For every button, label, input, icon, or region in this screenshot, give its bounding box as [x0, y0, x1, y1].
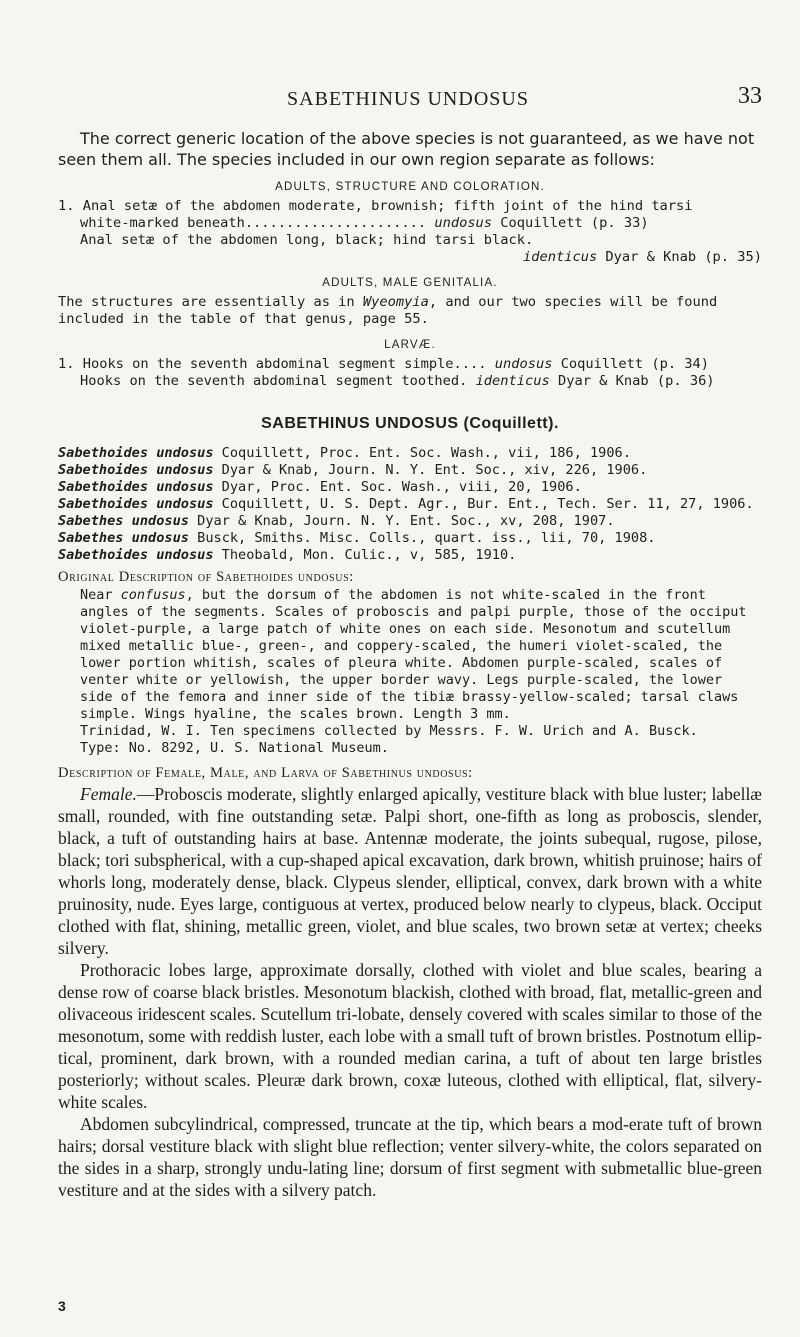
genus-wyeomyia: Wyeomyia — [362, 294, 429, 310]
synonym-name: Sabethoides undosus — [58, 496, 214, 512]
document-page — [58, 83, 762, 1201]
original-paragraph-2: Trinidad, W. I. Ten specimens collected by Messrs. F. W. Urich and A. Busck. — [80, 723, 698, 739]
key-dots: ...................... — [244, 215, 427, 231]
description-paragraph-2: Prothoracic lobes large, approximate dorsally, clothed with violet and blue scales, bearing a dense row of coarse black bristles. Mesonotum blackish, clothed with broad, flat, metallic-green and olivaceous iridescent scales. Scutellum tri-lobate, densely covered with scales similar to those of the mesonotum, some with reddish luster, each lobe with a small tuft of brown bristles. Postnotum ellip-tical, prominent, dark brown, with a rounded median carina, a tuft of about ten large bristles posteriorly; without scales. Pleuræ dark brown, coxæ luteous, clothed with elliptical, flat, silvery-white scales. — [58, 960, 762, 1112]
synonym-reference: Theobald, Mon. Culic., v, 585, 1910. — [213, 547, 517, 563]
synonymy-entry — [58, 462, 762, 479]
synonym-reference: Dyar, Proc. Ent. Soc. Wash., viii, 20, 1906. — [213, 479, 582, 495]
description-body — [58, 783, 762, 1201]
synonym-name: Sabethoides undosus — [58, 547, 214, 563]
synonym-reference: Dyar & Knab, Journ. N. Y. Ent. Soc., xiv, 226, 1906. — [213, 462, 648, 478]
page-number: 33 — [738, 83, 762, 109]
key-row-2b — [58, 249, 762, 266]
original-description-heading: Original Description of Sabethoides undosus: — [58, 569, 354, 585]
larva-row-2-text: Hooks on the seventh abdominal segment toothed. — [80, 373, 468, 389]
key-row-1a: 1. Anal setæ of the abdomen moderate, brownish; fifth joint of the hind tarsi — [58, 198, 693, 214]
larva-author: Dyar & Knab (p. 36) — [549, 373, 715, 389]
synonym-name: Sabethoides undosus — [58, 462, 214, 478]
key-species-undosus: undosus — [434, 215, 493, 231]
intro-paragraph — [58, 128, 762, 170]
original-text: , but the dorsum of the abdomen is not white-scaled in the front angles of the segments. Scales of proboscis and palpi purple, those of the occiput violet-purple, a large patch of white ones on each side. Mesonotum and scutellum mixed metallic blue-, green-, and coppery-scaled, the humeri violet-scaled, the lower portion whitish, scales of pleura white. Abdomen purple-scaled, scales of venter white or yellowish, the upper border wavy. Legs purple-scaled, the lower side of the femora and inner side of the tibiæ brassy-yellow-scaled; tarsal claws simple. Wings hyaline, the scales brown. Length 3 mm. — [80, 587, 747, 722]
signature-mark: 3 — [58, 1298, 66, 1314]
intro-text: The correct generic location of the above species is not guaranteed, as we have not seen them all. The species included in our own region separate as follows: — [58, 129, 755, 169]
description-paragraph-3: Abdomen subcylindrical, compressed, truncate at the tip, which bears a mod-erate tuft of brown hairs; dorsal vestiture black with slight blue reflection; venter silvery-white, the colors separated on the sides in a sharp, strongly undu-lating line; dorsum of first segment with submetallic blue-green vestiture and at the sides with a silvery patch. — [58, 1114, 762, 1200]
running-head: SABETHINUS UNDOSUS — [287, 88, 529, 110]
synonym-name: Sabethoides undosus — [58, 445, 214, 461]
key-author: Dyar & Knab (p. 35) — [597, 249, 762, 265]
synonymy-entry — [58, 530, 762, 547]
synonym-name: Sabethoides undosus — [58, 479, 214, 495]
synonym-name: Sabethes undosus — [58, 530, 189, 546]
synonymy-entry — [58, 496, 762, 513]
key-row-1b-text: white-marked beneath — [80, 215, 245, 231]
species-title: SABETHINUS UNDOSUS (Coquillett). — [261, 415, 559, 432]
key-adults-heading: ADULTS, STRUCTURE AND COLORATION. — [275, 181, 545, 193]
description-heading: Description of Female, Male, and Larva of Sabethinus undosus: — [58, 765, 473, 781]
synonymy-entry — [58, 513, 762, 530]
original-description — [58, 587, 762, 757]
key-larvae-heading: LARVÆ. — [384, 339, 436, 351]
key-genitalia-heading: ADULTS, MALE GENITALIA. — [322, 277, 498, 289]
description-text: —Proboscis moderate, slightly enlarged apically, vestiture black with blue luster; labellæ small, rounded, with fine outstanding setæ. Palpi short, one-fifth as long as proboscis, slender, black, a tuft of outstanding hairs at base. Antennæ moderate, the joints subequal, rugose, pilose, black; tori subspherical, with a cup-shaped apical excavation, dark brown, whitish pruinose; hairs of whorls long, moderately dense, black. Clypeus slender, elliptical, convex, dark brown with a white pruinosity, nude. Eyes large, contiguous at vertex, produced below nearly to clypeus, black. Occiput clothed with flat, shining, metallic green, violet, and blue scales, two brown setæ at vertex; cheeks silvery. — [58, 784, 762, 958]
key-genitalia-text — [58, 294, 762, 328]
larva-author: Coquillett (p. 34) — [552, 356, 710, 372]
larva-key-row-1 — [58, 356, 762, 373]
synonym-reference: Coquillett, U. S. Dept. Agr., Bur. Ent., Tech. Ser. 11, 27, 1906. — [213, 496, 754, 512]
larva-key-row-2 — [58, 373, 762, 390]
key-larvae — [58, 356, 762, 390]
key-author: Coquillett (p. 33) — [492, 215, 649, 231]
synonym-reference: Busck, Smiths. Misc. Colls., quart. iss., lii, 70, 1908. — [188, 530, 656, 546]
key-adults — [58, 198, 762, 266]
original-lead: Near — [80, 587, 121, 603]
synonym-reference: Coquillett, Proc. Ent. Soc. Wash., vii, 186, 1906. — [213, 445, 631, 461]
female-label: Female. — [80, 784, 137, 804]
page-header — [58, 83, 762, 120]
genitalia-text-before: The structures are essentially as in — [58, 294, 363, 310]
larva-species-undosus: undosus — [494, 356, 553, 372]
synonymy-entry — [58, 547, 762, 564]
key-species-identicus: identicus — [523, 249, 598, 265]
species-confusus: confusus — [120, 587, 186, 603]
synonymy-entry — [58, 479, 762, 496]
original-paragraph-1 — [58, 587, 762, 723]
original-paragraph-3: Type: No. 8292, U. S. National Museum. — [80, 740, 389, 756]
description-paragraph-1 — [58, 783, 762, 959]
larva-species-identicus: identicus — [475, 373, 550, 389]
synonym-name: Sabethes undosus — [58, 513, 189, 529]
larva-row-1-text: 1. Hooks on the seventh abdominal segment simple.... — [58, 356, 487, 372]
genitalia-text-after: , and our two species will be found included in the table of that genus, page 55. — [58, 294, 718, 327]
synonymy-entry — [58, 445, 762, 462]
synonym-reference: Dyar & Knab, Journ. N. Y. Ent. Soc., xv, 208, 1907. — [188, 513, 615, 529]
key-row-1b — [58, 215, 762, 232]
key-row-2a: Anal setæ of the abdomen long, black; hind tarsi black. — [80, 232, 534, 248]
synonymy-list — [58, 445, 762, 564]
